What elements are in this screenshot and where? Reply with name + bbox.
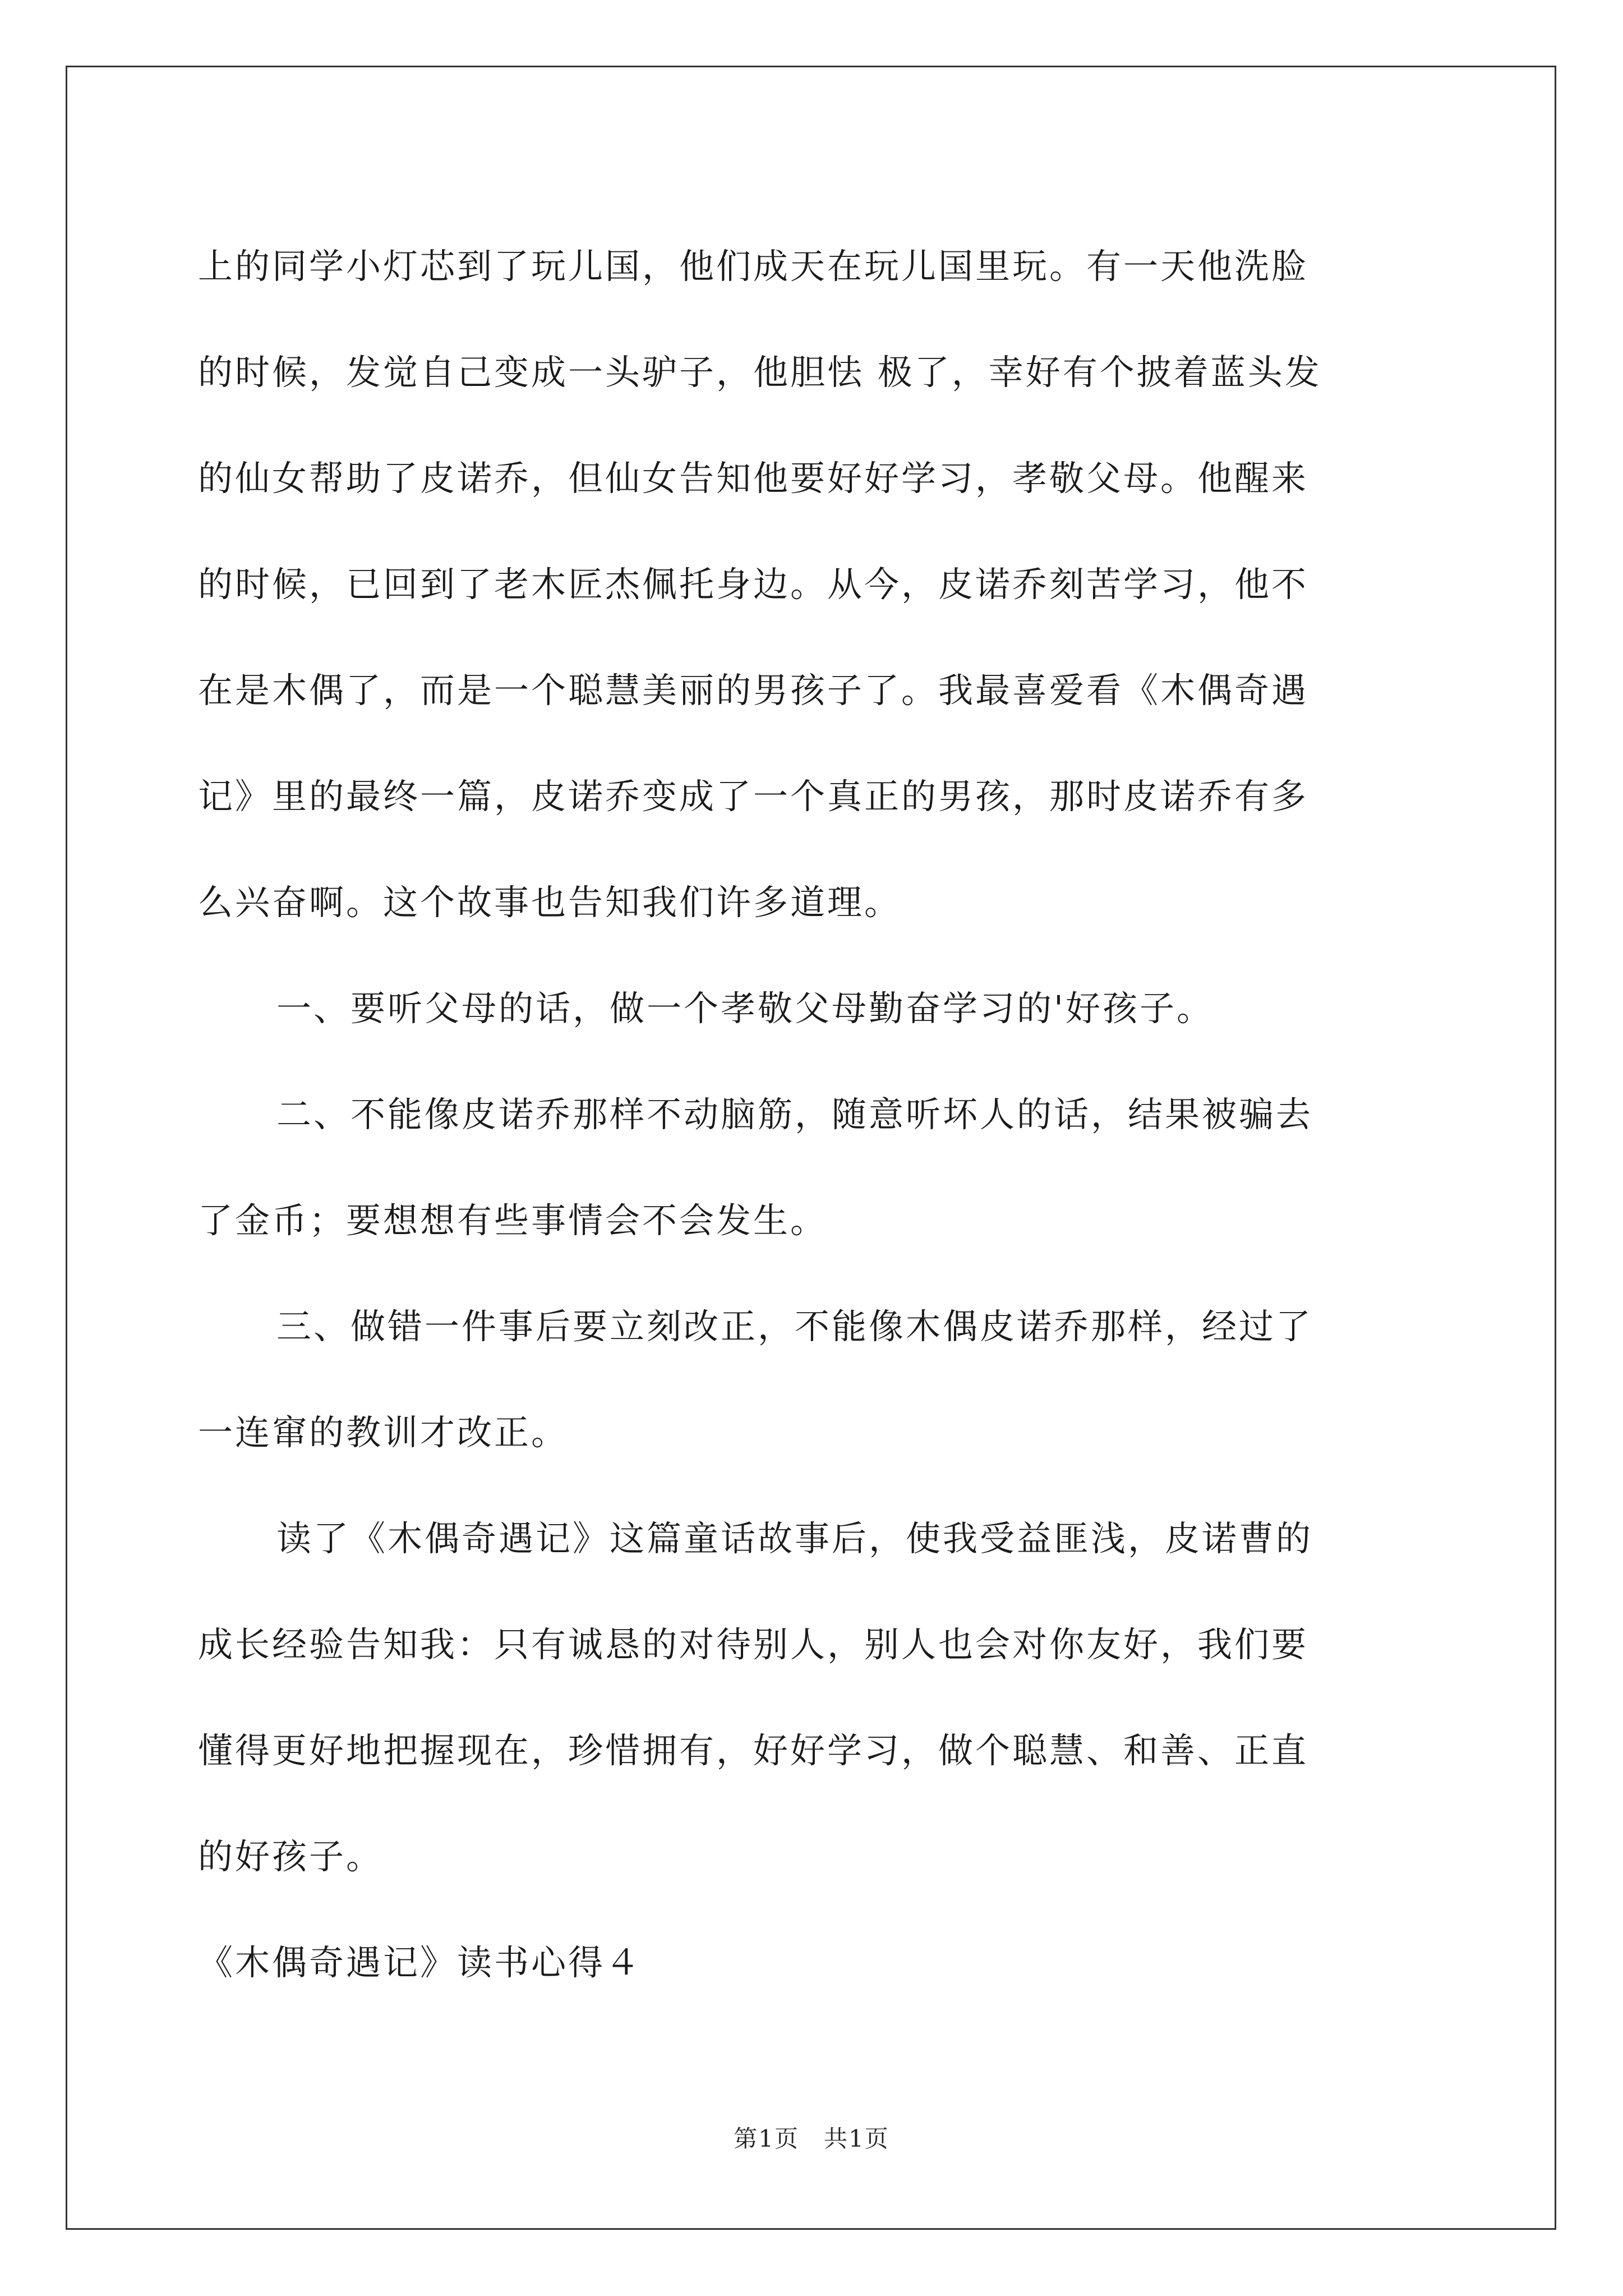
- text-line: 成长经验告知我：只有诚恳的对待别人，别人也会对你友好，我们要: [198, 1624, 1309, 1665]
- text-line: 的好孩子。: [198, 1836, 384, 1877]
- text-line: 的时候，发觉自己变成一头驴子，他胆怯 极了，幸好有个披着蓝头发: [198, 352, 1322, 393]
- text-line: 的时候，已回到了老木匠杰佩托身边。从今，皮诺乔刻苦学习，他不: [198, 564, 1309, 605]
- list-item-three: 三、做错一件事后要立刻改正，不能像木偶皮诺乔那样，经过了: [276, 1306, 1313, 1347]
- page-footer: 第1页 共1页: [734, 2125, 889, 2152]
- document-body: [198, 213, 1432, 2016]
- text-line: 么兴奋啊。这个故事也告知我们许多道理。: [198, 882, 902, 923]
- conclusion-paragraph-start: 读了《木偶奇遇记》这篇童话故事后，使我受益匪浅，皮诺曹的: [276, 1518, 1313, 1559]
- text-line: 上的同学小灯芯到了玩儿国，他们成天在玩儿国里玩。有一天他洗脸: [198, 246, 1309, 287]
- text-line: 一连窜的教训才改正。: [198, 1412, 569, 1453]
- section-heading: 《木偶奇遇记》读书心得４: [198, 1942, 643, 1983]
- text-line: 的仙女帮助了皮诺乔，但仙女告知他要好好学习，孝敬父母。他醒来: [198, 458, 1309, 499]
- text-line: 记》里的最终一篇，皮诺乔变成了一个真正的男孩，那时皮诺乔有多: [198, 776, 1309, 817]
- text-line: 了金币；要想想有些事情会不会发生。: [198, 1200, 828, 1241]
- list-item-two: 二、不能像皮诺乔那样不动脑筋，随意听坏人的话，结果被骗去: [276, 1094, 1313, 1135]
- text-line: 在是木偶了，而是一个聪慧美丽的男孩子了。我最喜爱看《木偶奇遇: [198, 670, 1309, 711]
- text-line: 懂得更好地把握现在，珍惜拥有，好好学习，做个聪慧、和善、正直: [198, 1730, 1309, 1771]
- list-item-one: 一、要听父母的话，做一个孝敬父母勤奋学习的'好孩子。: [276, 988, 1214, 1029]
